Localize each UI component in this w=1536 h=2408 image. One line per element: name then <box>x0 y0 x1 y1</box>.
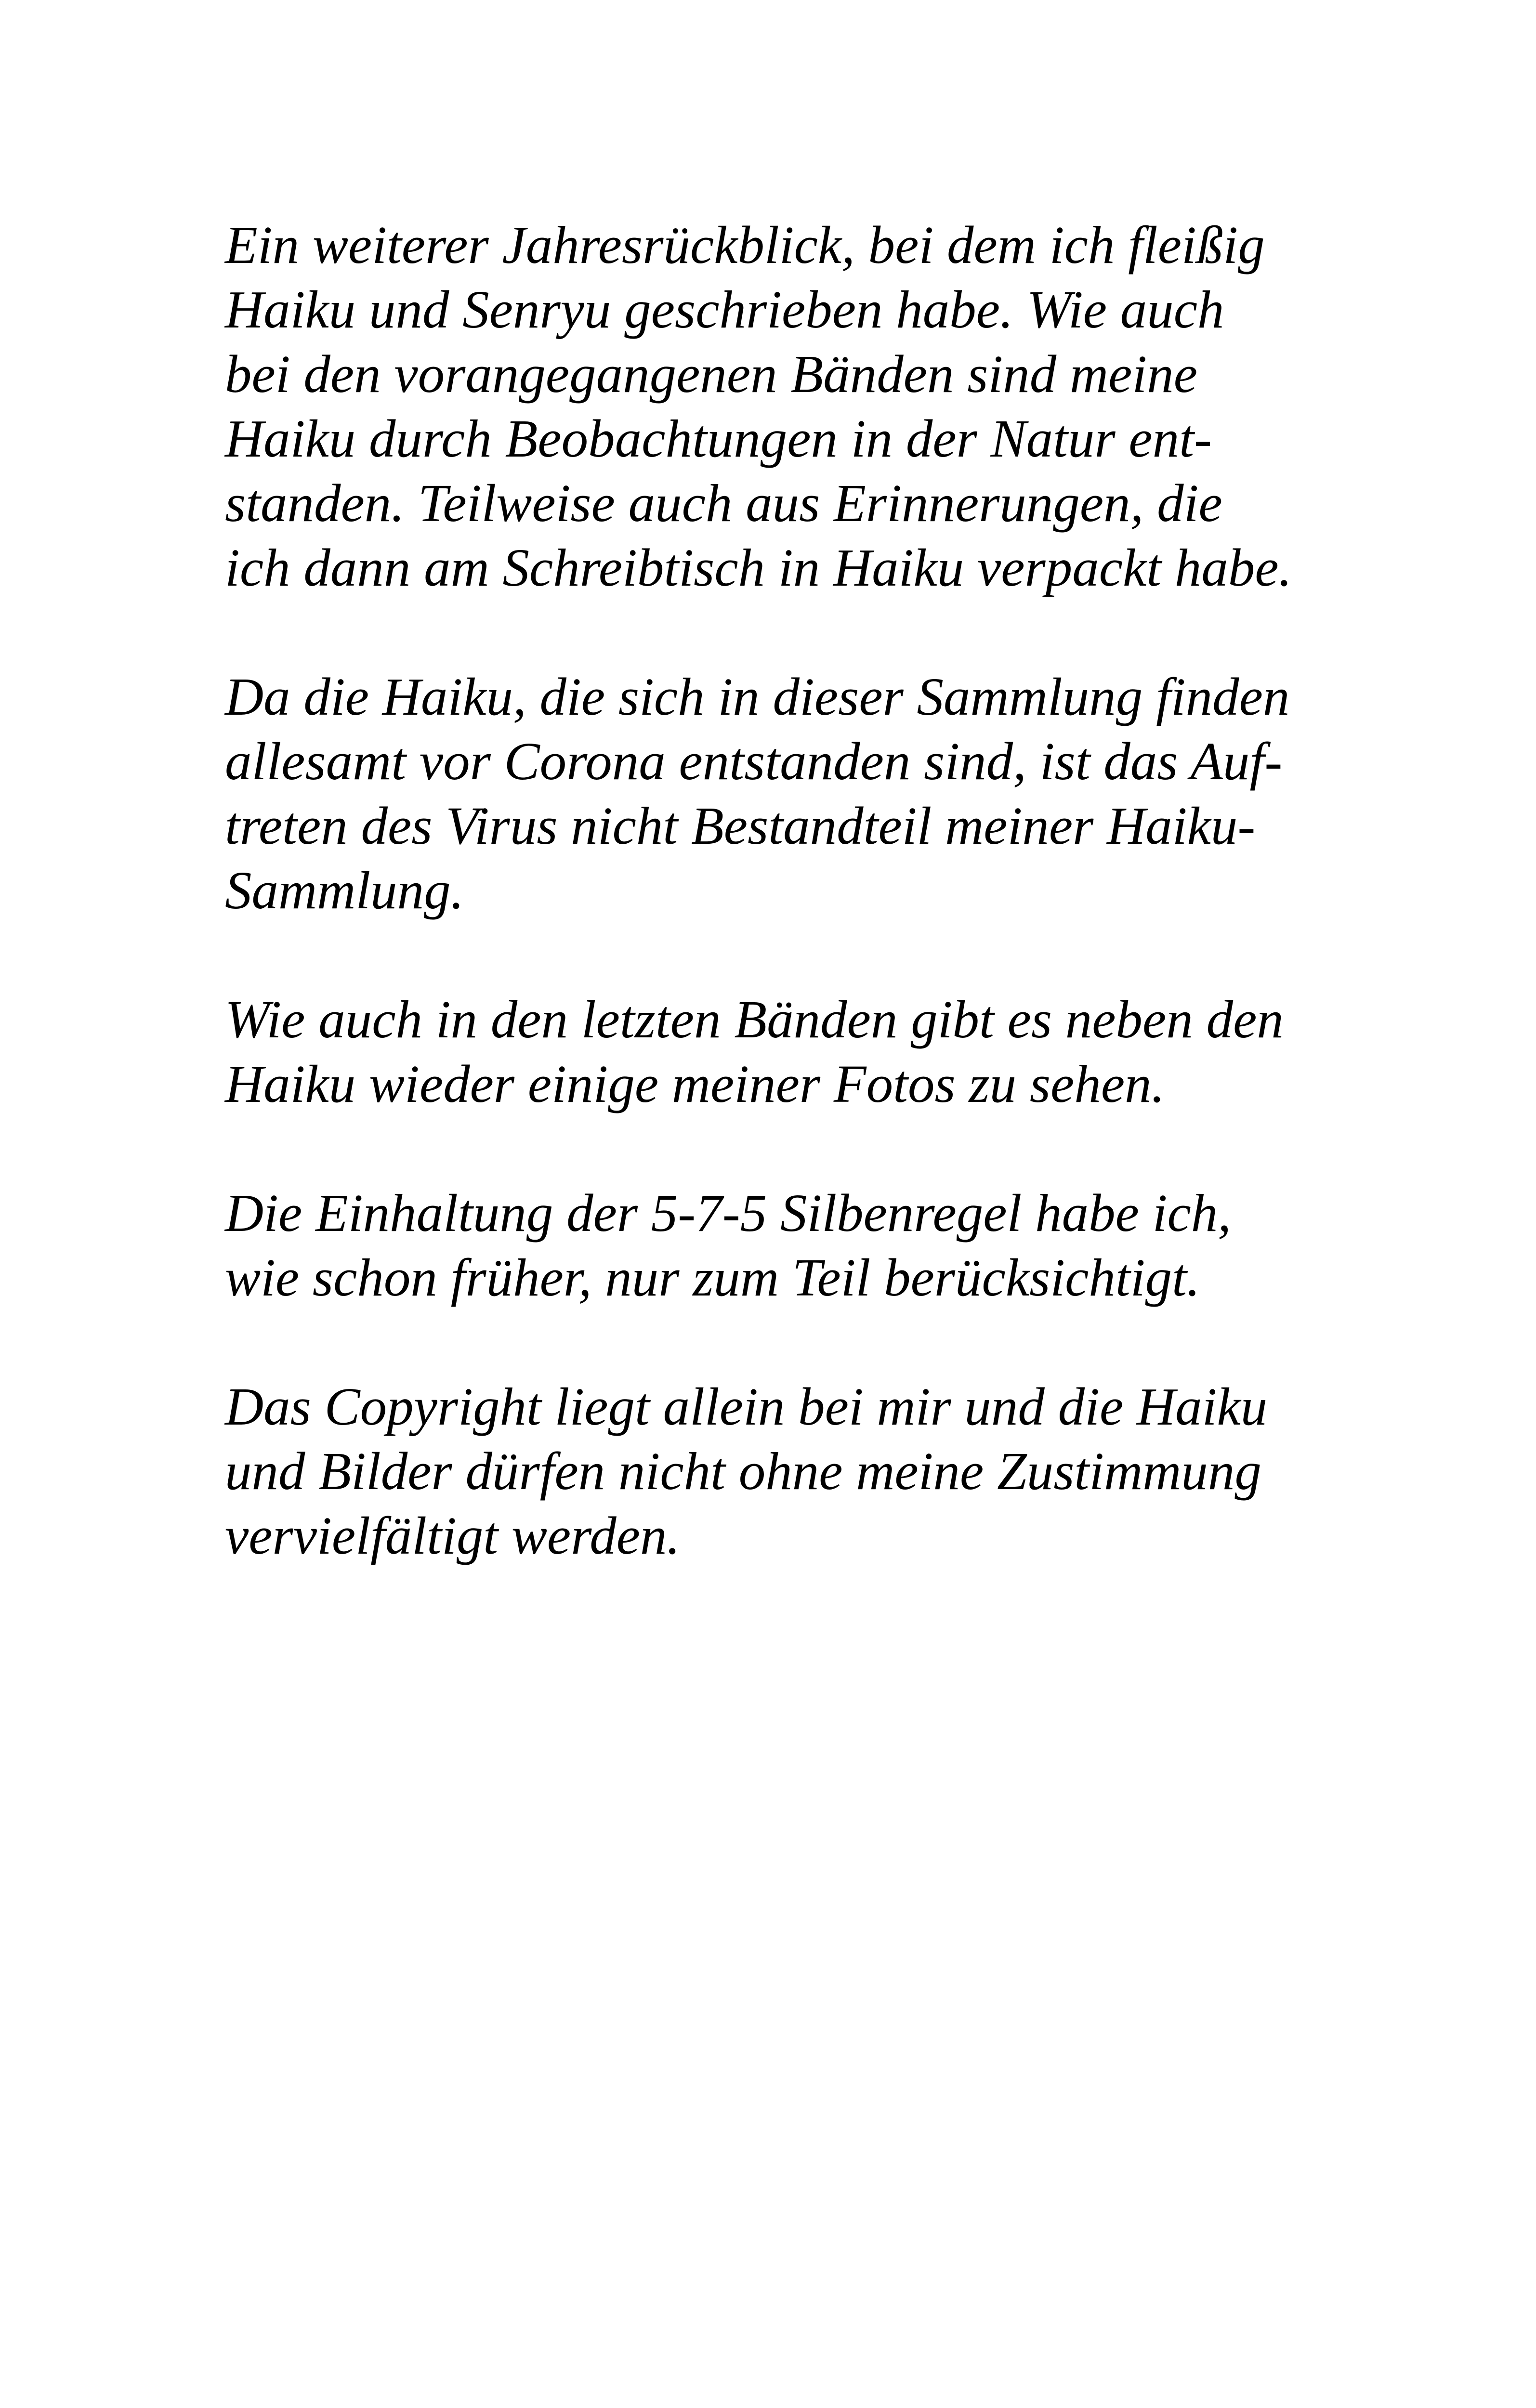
text-line: Haiku und Senryu geschrieben habe. Wie auch <box>225 280 1224 340</box>
paragraph-photos <box>225 988 1381 1117</box>
text-line: ich dann am Schreibtisch in Haiku verpackt habe. <box>225 538 1292 598</box>
paragraph-syllables <box>225 1181 1381 1310</box>
text-line: Das Copyright liegt allein bei mir und die Haiku <box>225 1377 1268 1437</box>
text-line: treten des Virus nicht Bestandteil meiner Haiku- <box>225 797 1256 856</box>
paragraph-copyright <box>225 1375 1381 1569</box>
body-text <box>225 213 1381 1633</box>
text-line: Ein weiterer Jahresrückblick, bei dem ich fleißig <box>225 216 1265 275</box>
text-line: und Bilder dürfen nicht ohne meine Zustimmung <box>225 1442 1261 1501</box>
text-line: Sammlung. <box>225 861 464 920</box>
paragraph-corona <box>225 665 1381 923</box>
text-line: bei den vorangegangenen Bänden sind meine <box>225 345 1198 404</box>
text-line: Da die Haiku, die sich in dieser Sammlung finden <box>225 667 1290 727</box>
text-line: vervielfältigt werden. <box>225 1506 681 1566</box>
text-line: Haiku wieder einige meiner Fotos zu sehen. <box>225 1055 1165 1114</box>
text-line: Die Einhaltung der 5-7-5 Silbenregel habe ich, <box>225 1184 1232 1243</box>
text-line: Haiku durch Beobachtungen in der Natur ent- <box>225 409 1212 469</box>
paragraph-intro <box>225 213 1381 601</box>
text-line: standen. Teilweise auch aus Erinnerungen, die <box>225 474 1222 533</box>
text-line: allesamt vor Corona entstanden sind, ist das Auf- <box>225 732 1283 791</box>
text-line: wie schon früher, nur zum Teil berücksichtigt. <box>225 1248 1200 1308</box>
text-line: Wie auch in den letzten Bänden gibt es neben den <box>225 990 1284 1049</box>
